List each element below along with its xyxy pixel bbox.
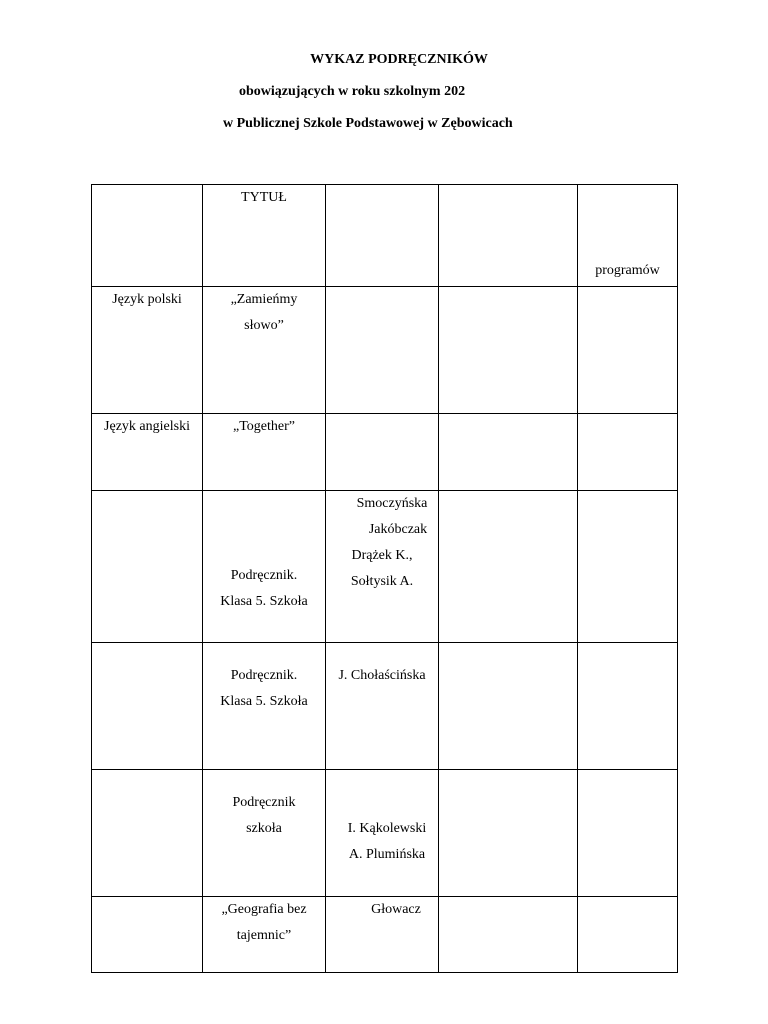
title-cell — [203, 643, 326, 770]
authors-cell — [326, 643, 439, 770]
subject-cell — [92, 643, 203, 770]
table-row — [92, 414, 678, 491]
document-title: WYKAZ PODRĘCZNIKÓW — [310, 52, 488, 67]
table-row — [92, 491, 678, 643]
subject-cell — [92, 897, 203, 973]
subject-cell — [92, 287, 203, 414]
subject-cell — [92, 414, 203, 491]
header-title-label: TYTUŁ — [241, 190, 287, 205]
author-line: Głowacz — [371, 902, 421, 917]
author-line: J. Chołaścińska — [338, 668, 426, 683]
program-cell — [578, 643, 678, 770]
program-cell — [578, 491, 678, 643]
authors-cell — [326, 897, 439, 973]
subject-label: Język polski — [112, 292, 182, 307]
authors-cell — [326, 491, 439, 643]
table-row — [92, 897, 678, 973]
title-cell — [203, 897, 326, 973]
subject-label: Język angielski — [104, 419, 190, 434]
title-line: szkoła — [246, 821, 282, 836]
authors-cell — [326, 414, 439, 491]
publisher-cell — [439, 414, 578, 491]
authors-cell — [326, 287, 439, 414]
author-line: Jakóbczak — [368, 522, 428, 537]
program-cell — [578, 897, 678, 973]
header-cell-title — [203, 185, 326, 287]
title-cell — [203, 414, 326, 491]
header-cell-program — [578, 185, 678, 287]
title-line: tajemnic” — [236, 928, 292, 943]
publisher-cell — [439, 643, 578, 770]
header-cell-authors — [326, 185, 439, 287]
author-line: I. Kąkolewski — [347, 821, 427, 836]
publisher-cell — [439, 897, 578, 973]
table-header-row — [92, 185, 678, 287]
subject-cell — [92, 491, 203, 643]
title-cell — [203, 287, 326, 414]
publisher-cell — [439, 491, 578, 643]
publisher-cell — [439, 770, 578, 897]
author-line: A. Plumińska — [348, 847, 426, 862]
program-cell — [578, 414, 678, 491]
subject-cell — [92, 770, 203, 897]
publisher-cell — [439, 287, 578, 414]
program-cell — [578, 770, 678, 897]
title-line: „Zamieńmy — [230, 292, 298, 307]
author-line: Drążek K., — [351, 548, 413, 563]
authors-cell — [326, 770, 439, 897]
title-line: „Geografia bez — [221, 902, 307, 917]
header-program-label: programów — [595, 263, 660, 278]
title-line: słowo” — [244, 318, 284, 333]
title-cell — [203, 491, 326, 643]
document-subtitle-year: obowiązujących w roku szkolnym 202 — [239, 84, 466, 99]
title-line: „Together” — [233, 419, 295, 434]
program-cell — [578, 287, 678, 414]
table-row — [92, 643, 678, 770]
header-cell-subject — [92, 185, 203, 287]
author-line: Smoczyńska — [356, 496, 428, 511]
title-line: Klasa 5. Szkoła — [220, 694, 308, 709]
table-row — [92, 770, 678, 897]
document-subtitle-school: w Publicznej Szkole Podstawowej w Zębowicach — [223, 116, 513, 131]
title-line: Klasa 5. Szkoła — [220, 594, 308, 609]
author-line: Sołtysik A. — [350, 574, 414, 589]
header-cell-publisher — [439, 185, 578, 287]
textbook-table — [91, 184, 678, 973]
title-line: Podręcznik. — [230, 668, 298, 683]
table-row — [92, 287, 678, 414]
title-line: Podręcznik. — [230, 568, 298, 583]
title-line: Podręcznik — [232, 795, 296, 810]
title-cell — [203, 770, 326, 897]
